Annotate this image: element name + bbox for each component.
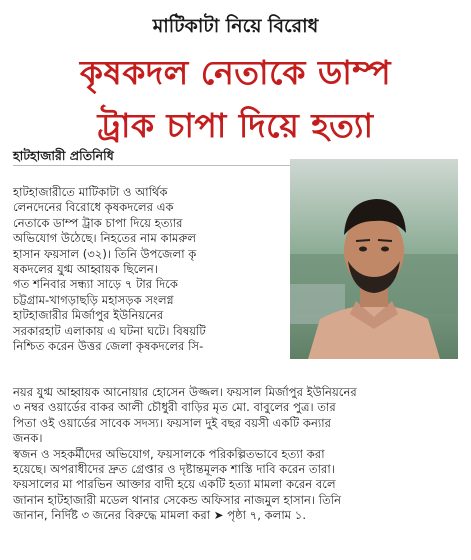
article-wide-text (13, 385, 458, 524)
article-column-text (13, 185, 283, 354)
wide-line: স্বজন ও সহকর্মীদের অভিযোগ, ফয়সালকে পরিকল্পিতভাবে হত্যা করা (13, 446, 325, 461)
wide-line: ৩ নম্বর ওয়ার্ডের বাকর আলী চৌধুরী বাড়ির মৃত মো. বাবুলের পুত্র। তার (13, 400, 336, 415)
column-line: চট্টগ্রাম-খাগড়াছড়ি মহাসড়ক সংলগ্ন (13, 292, 174, 307)
victim-photo (290, 159, 458, 359)
column-line: হাসান ফয়সাল (৩২)। তিনি উপজেলা কৃ (13, 246, 197, 261)
headline-line-2: ট্রাক চাপা দিয়ে হত্যা (97, 106, 374, 145)
wide-line: জানান হাটহাজারী মডেল থানার সেকেন্ড অফিসার নাজমুল হাসান। তিনি (13, 492, 342, 507)
column-line: সরকারহাট এলাকায় এ ঘটনা ঘটে। বিষয়টি (13, 323, 206, 338)
wide-line: হয়েছে। অপরাধীদের দ্রুত গ্রেপ্তার ও দৃষ্টান্তমূলক শাস্তি দাবি করেন তারা। (13, 462, 335, 477)
continuation-line: জানান, নির্দিষ্ট ৩ জনের বিরুদ্ধে মামলা করা ➤ পৃষ্ঠা ৭, কলাম ১. (13, 508, 307, 523)
column-line: হাটহাজারীর মির্জাপুর ইউনিয়নের (13, 308, 164, 323)
byline: হাটহাজারী প্রতিনিধি (13, 148, 114, 163)
portrait-image (290, 159, 458, 359)
column-line: অভিযোগ উঠেছে। নিহতের নাম কামরুল (13, 231, 196, 246)
column-line: নেতাকে ডাম্প ট্রাক চাপা দিয়ে হত্যার (13, 215, 183, 230)
column-line: হাটহাজারীতে মাটিকাটা ও আর্থিক (13, 185, 168, 199)
wide-line: জনক। (13, 431, 43, 446)
wide-line: ফয়সালের মা পারভিন আক্তার বাদী হয়ে একটি হত্যা মামলা করেন বলে (13, 477, 336, 492)
column-line: নিশ্চিত করেন উত্তর জেলা কৃষকদলের সি- (13, 339, 204, 354)
headline-line-1: কৃষকদল নেতাকে ডাম্প (79, 53, 392, 92)
article-kicker: মাটিকাটা নিয়ে বিরোধ (152, 15, 319, 37)
column-line: ষকদলের যুগ্ম আহ্বায়ক ছিলেন। (13, 262, 158, 277)
wide-line: নয়র যুগ্ম আহ্বায়ক আনোয়ার হোসেন উজ্জল। ফয়সাল মির্জাপুর ইউনিয়নের (13, 385, 357, 399)
column-line: লেনদেনের বিরোধে কৃষকদলের এক (13, 200, 174, 215)
column-line: গত শনিবার সন্ধ্যা সাড়ে ৭ টার দিকে (13, 277, 178, 292)
wide-line: পিতা ওই ওয়ার্ডের সাবেক সদস্য। ফয়সাল দুই বছর বয়সী একটি কন্যার (13, 415, 332, 430)
